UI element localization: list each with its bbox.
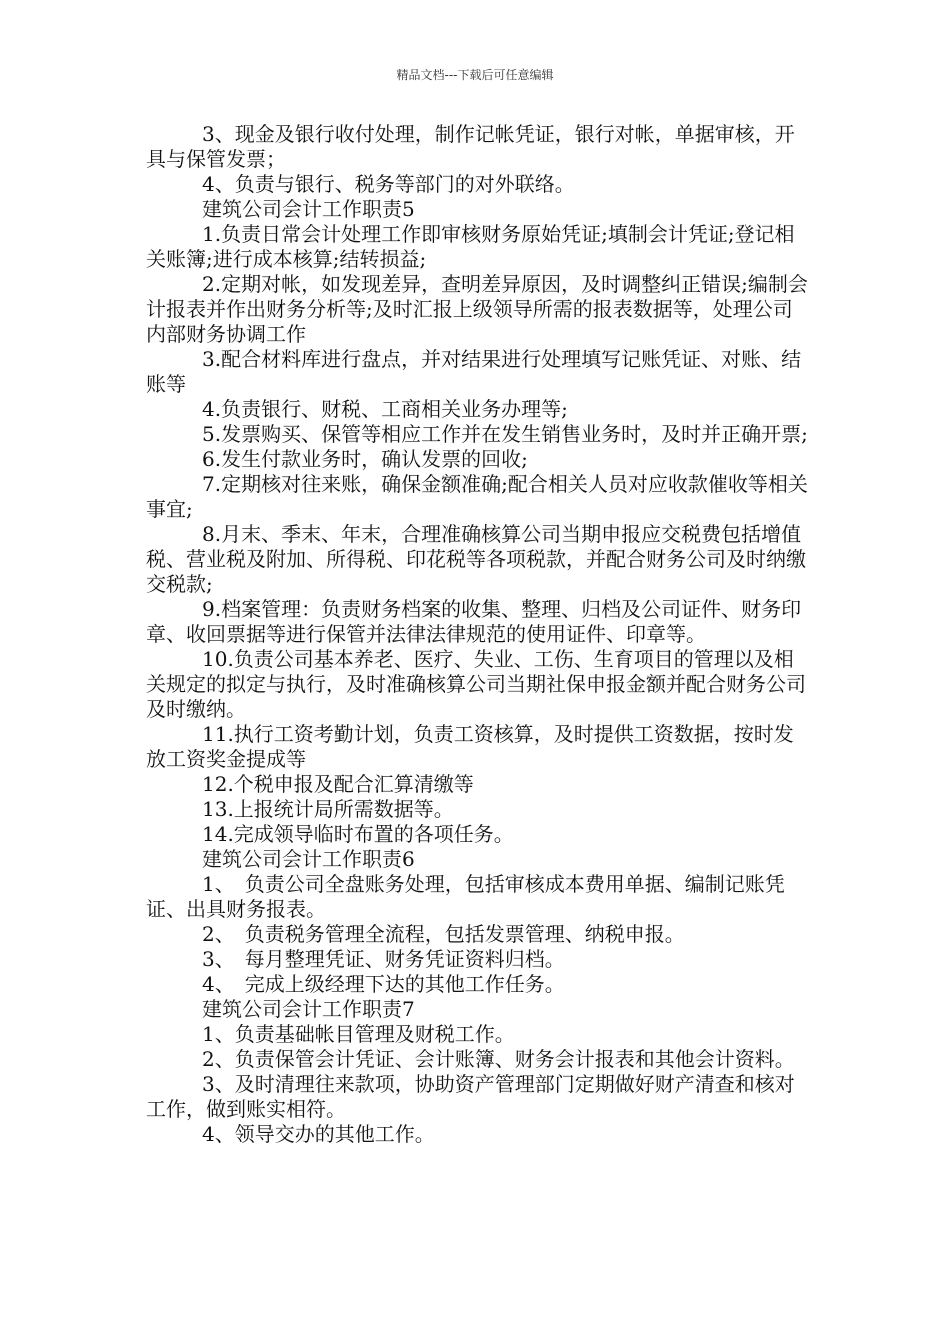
paragraph: 8.月末、季末、年末，合理准确核算公司当期申报应交税费包括增值税、营业税及附加、所得税、印花税等各项税款，并配合财务公司及时纳缴交税款; [146,522,806,596]
paragraph: 2、负责保管会计凭证、会计账簿、财务会计报表和其他会计资料。 [202,1047,795,1071]
document-body [146,122,812,1147]
paragraph: 3.配合材料库进行盘点，并对结果进行处理填写记账凭证、对账、结账等 [146,347,802,396]
paragraph: 6.发生付款业务时，确认发票的回收; [202,447,528,471]
paragraph: 12.个税申报及配合汇算清缴等 [202,772,474,796]
paragraph: 3、及时清理往来款项，协助资产管理部门定期做好财产清查和核对工作，做到账实相符。 [146,1072,795,1121]
paragraph: 10.负责公司基本养老、医疗、失业、工伤、生育项目的管理以及相关规定的拟定与执行，及时准确核算公司当期社保申报金额并配合财务公司及时缴纳。 [146,647,806,721]
paragraph: 2、 负责税务管理全流程，包括发票管理、纳税申报。 [202,922,685,946]
paragraph: 4、 完成上级经理下达的其他工作任务。 [202,972,565,996]
paragraph: 1.负责日常会计处理工作即审核财务原始凭证;填制会计凭证;登记相关账簿;进行成本核算;结转损益; [146,222,795,271]
paragraph: 4、负责与银行、税务等部门的对外联络。 [202,172,575,196]
paragraph: 14.完成领导临时布置的各项任务。 [202,822,514,846]
section-heading: 建筑公司会计工作职责7 [202,997,415,1021]
paragraph: 5.发票购买、保管等相应工作并在发生销售业务时，及时并正确开票; [202,422,808,446]
paragraph: 1、负责基础帐目管理及财税工作。 [202,1022,515,1046]
paragraph: 2.定期对帐，如发现差异，查明差异原因，及时调整纠正错误;编制会计报表并作出财务分析等;及时汇报上级领导所需的报表数据等，处理公司内部财务协调工作 [146,272,808,346]
paragraph: 1、 负责公司全盘账务处理，包括审核成本费用单据、编制记账凭证、出具财务报表。 [146,872,785,921]
paragraph: 9.档案管理：负责财务档案的收集、整理、归档及公司证件、财务印章、收回票据等进行保管并法律法律规范的使用证件、印章等。 [146,597,802,646]
paragraph: 3、现金及银行收付处理，制作记帐凭证，银行对帐，单据审核，开具与保管发票； [146,122,795,171]
page-header: 精品文档---下载后可任意编辑 [396,68,554,82]
paragraph: 3、 每月整理凭证、财务凭证资料归档。 [202,947,565,971]
paragraph: 11.执行工资考勤计划，负责工资核算，及时提供工资数据，按时发放工资奖金提成等 [146,722,794,771]
paragraph: 4.负责银行、财税、工商相关业务办理等; [202,397,568,421]
paragraph: 4、领导交办的其他工作。 [202,1122,435,1146]
paragraph: 7.定期核对往来账，确保金额准确;配合相关人员对应收款催收等相关事宜; [146,472,808,521]
section-heading: 建筑公司会计工作职责5 [202,197,415,221]
paragraph: 13.上报统计局所需数据等。 [202,797,454,821]
section-heading: 建筑公司会计工作职责6 [202,847,415,871]
